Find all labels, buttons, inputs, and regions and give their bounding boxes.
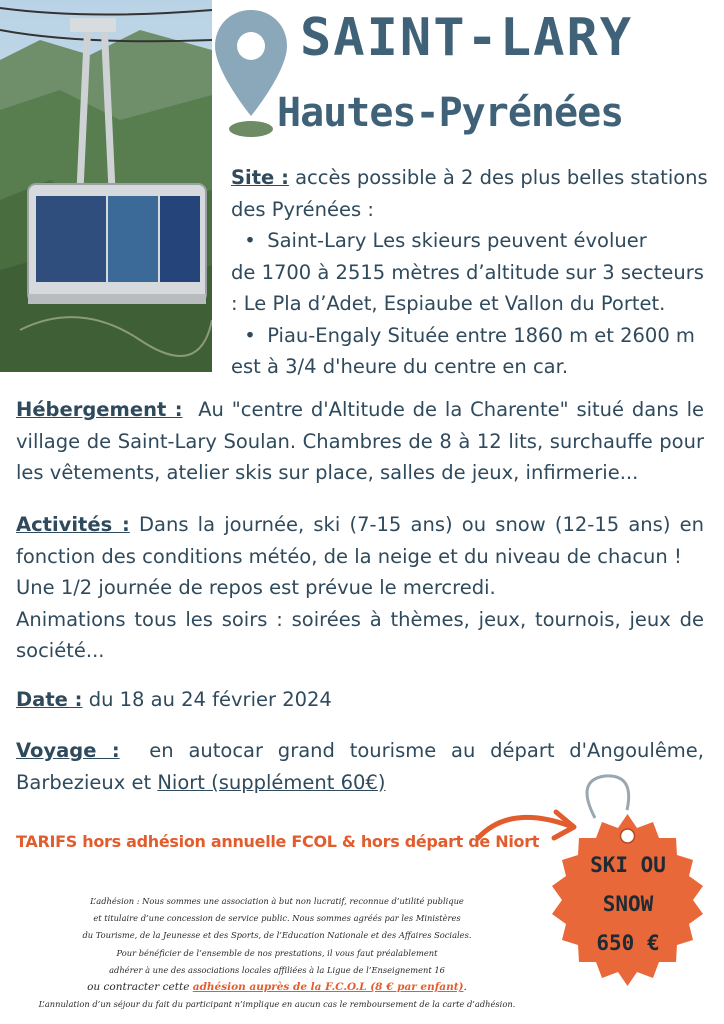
activites-text1: Dans la journée, ski (7-15 ans) ou snow (12-15 ans) en fonction des conditions météo, de la neige et du niveau de chacun ! [16, 513, 704, 568]
activites-section [16, 509, 704, 667]
voyage-label: Voyage : [16, 739, 120, 762]
site-bullet2-b: est à 3/4 d'heure du centre en car. [231, 355, 569, 378]
fine-line1: L’adhésion : Nous sommes une association à but non lucratif, reconnue d’utilité publique [90, 896, 464, 906]
fine-line6-a: ou contracter cette [87, 981, 190, 994]
activites-text2: Une 1/2 journée de repos est prévue le mercredi. [16, 576, 496, 599]
fine-line4: Pour bénéficier de l’ensemble de nos prestations, il vous faut préalablement [116, 947, 438, 958]
page-subtitle: Hautes-Pyrénées [277, 90, 624, 136]
price-tag-text [556, 846, 700, 963]
site-bullet1-a: Saint-Lary Les skieurs peuvent évoluer [267, 229, 647, 252]
membership-fine-print [0, 893, 554, 1013]
hebergement-label: Hébergement : [16, 398, 183, 421]
page-title: SAINT-LARY [300, 8, 634, 68]
tarifs-note: TARIFS hors adhésion annuelle FCOL & hors départ de Niort [16, 832, 540, 851]
price-tag-price: 650 € [596, 931, 660, 955]
hebergement-section [16, 394, 704, 489]
activites-label: Activités : [16, 513, 130, 536]
fine-line3: du Tourisme, de la Jeunesse et des Sports, de l’Education Nationale et des Affaires Sociales. [82, 930, 472, 941]
hebergement-text: Au "centre d'Altitude de la Charente" situé dans le village de Saint-Lary Soulan. Chambres de 8 à 12 lits, surchauffe pour les vêtements, atelier skis sur place, salles de jeux, infirmerie... [16, 398, 704, 484]
fine-line2: et titulaire d’une concession de service public. Nous sommes agréés par les Ministères [93, 913, 461, 924]
bullet-icon: • [244, 229, 256, 252]
cable-car-photo [0, 0, 212, 372]
price-tag-line2: SNOW [602, 892, 654, 916]
adhesion-link[interactable]: adhésion auprès de la F.C.O.L (8 € par enfant) [192, 981, 464, 994]
fine-line5: adhérer à une des associations locales affiliées à la Ligue de l’Enseignement 16 [109, 964, 445, 975]
date-section [16, 684, 704, 716]
site-label: Site : [231, 166, 289, 189]
price-tag-line1: SKI OU [590, 853, 666, 877]
site-bullet2-a: Piau-Engaly Située entre 1860 m et 2600 m [267, 323, 695, 347]
fine-line7: L’annulation d’un séjour du fait du participant n’implique en aucun cas le remboursement de la carte d’adhésion. [38, 999, 516, 1010]
activites-text3: Animations tous les soirs : soirées à thèmes, jeux, tournois, jeux de société... [16, 607, 704, 662]
site-intro: accès possible à 2 des plus belles stations des Pyrénées : [231, 166, 708, 221]
fine-line6-end: . [463, 981, 467, 994]
niort-link[interactable]: Niort (supplément 60€) [157, 770, 386, 794]
date-text: du 18 au 24 février 2024 [88, 688, 332, 711]
fine-line6 [0, 979, 554, 996]
date-label: Date : [16, 688, 83, 711]
voyage-text: en autocar grand tourisme au départ d'Angoulême, Barbezieux et [16, 739, 705, 794]
bullet-icon: • [244, 323, 256, 347]
site-section [231, 162, 711, 383]
site-bullet1-b: de 1700 à 2515 mètres d’altitude sur 3 secteurs : Le Pla d’Adet, Espiaube et Vallon du Portet. [231, 260, 704, 315]
